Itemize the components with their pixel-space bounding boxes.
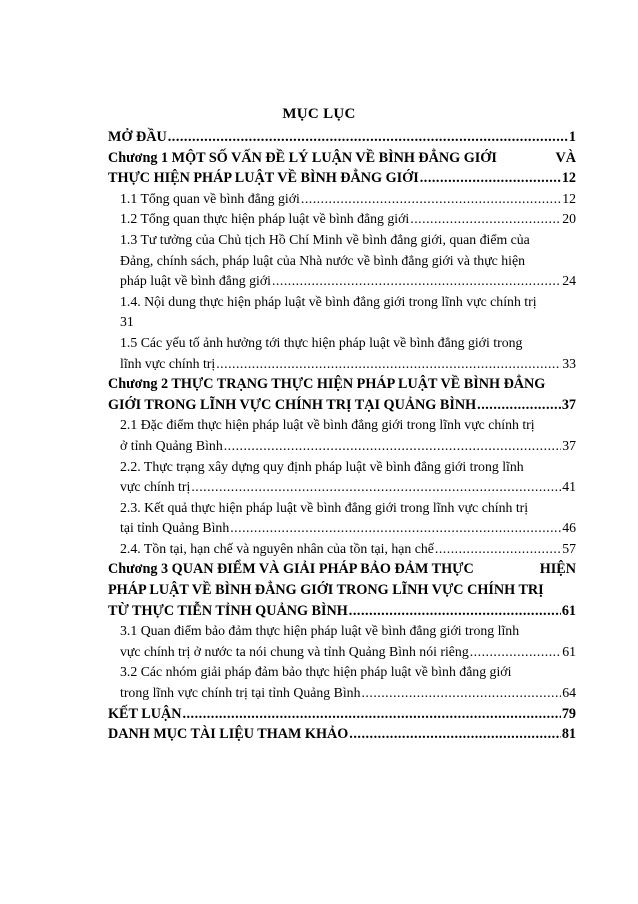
dot-leader [470,642,561,663]
toc-entry-page-number: 57 [562,540,576,556]
dot-leader [410,209,561,230]
toc-entry [108,415,576,436]
toc-entry-text: 3.2 Các nhóm giải pháp đảm bảo thực hiện pháp luật về bình đẳng giới [120,664,512,680]
toc-entry [108,374,576,395]
toc-entry-page-number: 41 [562,479,576,495]
toc-entry [108,539,576,560]
toc-entry-text: tại tỉnh Quảng Bình [120,520,230,536]
toc-entry-page-number: 12 [562,190,576,206]
toc-entry-page-number: 81 [561,726,576,743]
toc-entry-text: Chương 3 QUAN ĐIỂM VÀ GIẢI PHÁP BẢO ĐẢM THỰC [108,561,474,578]
toc-entry [108,148,576,169]
toc-entry-page-number: 1 [568,129,576,145]
toc-entry-text: vực chính trị ở nước ta nói chung và tỉnh Quảng Bình nói riêng [120,643,469,659]
toc-entry-page-number: 37 [562,437,576,453]
toc-entry-text: trong lĩnh vực chính trị tại tỉnh Quảng Bình [120,685,361,701]
table-of-contents [108,127,576,745]
toc-entry [108,292,576,313]
dot-leader [168,127,568,148]
dot-leader [224,436,561,457]
toc-entry-text: 1.5 Các yếu tố ảnh hưởng tới thực hiện pháp luật về bình đẳng giới trong [120,334,523,350]
toc-entry [108,498,576,519]
toc-entry-page-number: 61 [561,602,576,619]
toc-entry-text: 3.1 Quan điểm bảo đảm thực hiện pháp luật về bình đẳng giới trong lĩnh [120,623,520,639]
page-title: MỤC LỤC [282,106,356,122]
toc-entry [108,601,576,622]
toc-entry-page-number: 20 [562,211,576,227]
toc-entry-text: ở tỉnh Quảng Bình [120,437,223,453]
dot-leader [216,354,561,375]
toc-entry-page-number: 24 [562,273,576,289]
toc-entry-text: TỪ THỰC TIỄN TỈNH QUẢNG BÌNH [108,602,348,619]
dot-leader [191,477,561,498]
toc-entry [108,642,576,663]
toc-entry-text: 1.2 Tổng quan thực hiện pháp luật về bình đẳng giới [120,211,410,227]
toc-entry-text: Đảng, chính sách, pháp luật của Nhà nước về bình đẳng giới và thực hiện [120,252,526,268]
toc-entry-text: PHÁP LUẬT VỀ BÌNH ĐẲNG GIỚI TRONG LĨNH VỰC CHÍNH TRỊ [108,582,544,599]
toc-entry-text: 1.1 Tổng quan về bình đẳng giới [120,190,300,206]
dot-leader [420,168,561,189]
toc-entry [108,477,576,498]
dot-leader [477,395,561,416]
toc-entry-text: Chương 2 THỰC TRẠNG THỰC HIỆN PHÁP LUẬT VỀ BÌNH ĐẲNG [108,376,546,393]
toc-entry [108,312,576,333]
toc-entry-text-tail: HIỆN [539,561,576,578]
toc-entry [108,230,576,251]
toc-entry [108,580,576,601]
toc-entry-text: 2.2. Thực trạng xây dựng quy định pháp luật về bình đẳng giới trong lĩnh [120,458,524,474]
toc-entry [108,271,576,292]
toc-entry [108,662,576,683]
toc-entry-text: lĩnh vực chính trị [120,355,216,371]
dot-leader [361,683,561,704]
dot-leader [349,724,561,745]
toc-entry [108,251,576,272]
toc-entry [108,457,576,478]
toc-entry-text: 1.4. Nội dung thực hiện pháp luật về bình đẳng giới trong lĩnh vực chính trị [120,293,537,309]
dot-leader [301,189,561,210]
toc-entry-text: 2.4. Tồn tại, hạn chế và nguyên nhân của tồn tại, hạn chế [120,540,434,556]
toc-entry-text-tail: VÀ [555,149,576,166]
toc-entry [108,559,576,580]
toc-entry-page-number: 37 [561,396,576,413]
toc-entry-text: 2.3. Kết quả thực hiện pháp luật về bình đẳng giới trong lĩnh vực chính trị [120,499,529,515]
toc-entry [108,209,576,230]
dot-leader [435,539,561,560]
toc-entry-text: vực chính trị [120,479,191,495]
toc-entry-text: Chương 1 MỘT SỐ VẤN ĐỀ LÝ LUẬN VỀ BÌNH ĐẲNG GIỚI [108,149,497,166]
dot-leader [349,601,561,622]
toc-entry-page-number: 79 [561,705,576,722]
dot-leader [230,518,561,539]
toc-entry [108,354,576,375]
toc-entry-text: THỰC HIỆN PHÁP LUẬT VỀ BÌNH ĐẲNG GIỚI [108,170,419,187]
toc-entry-page-number: 61 [562,643,576,659]
toc-entry-text: 31 [120,314,134,330]
dot-leader [272,271,561,292]
toc-entry-text: 2.1 Đặc điểm thực hiện pháp luật về bình đẳng giới trong lĩnh vực chính trị [120,417,535,433]
toc-entry [108,189,576,210]
toc-entry [108,127,576,148]
toc-entry-page-number: 64 [562,685,576,701]
toc-entry [108,395,576,416]
toc-entry [108,168,576,189]
toc-entry [108,724,576,745]
toc-entry-text: pháp luật về bình đẳng giới [120,273,271,289]
toc-entry-text: DANH MỤC TÀI LIỆU THAM KHẢO [108,726,349,743]
toc-entry-page-number: 12 [561,170,576,187]
toc-entry [108,704,576,725]
toc-entry-text: MỞ ĐẦU [108,129,167,145]
toc-entry [108,683,576,704]
toc-entry-text: KẾT LUẬN [108,705,182,722]
toc-entry [108,436,576,457]
dot-leader [182,704,560,725]
toc-entry-text: GIỚI TRONG LĨNH VỰC CHÍNH TRỊ TẠI QUẢNG BÌNH [108,396,477,413]
toc-entry-page-number: 33 [562,355,576,371]
toc-entry-text: 1.3 Tư tưởng của Chủ tịch Hồ Chí Minh về bình đẳng giới, quan điểm của [120,231,530,247]
toc-entry-page-number: 46 [562,520,576,536]
toc-entry [108,333,576,354]
toc-entry [108,621,576,642]
toc-entry [108,518,576,539]
